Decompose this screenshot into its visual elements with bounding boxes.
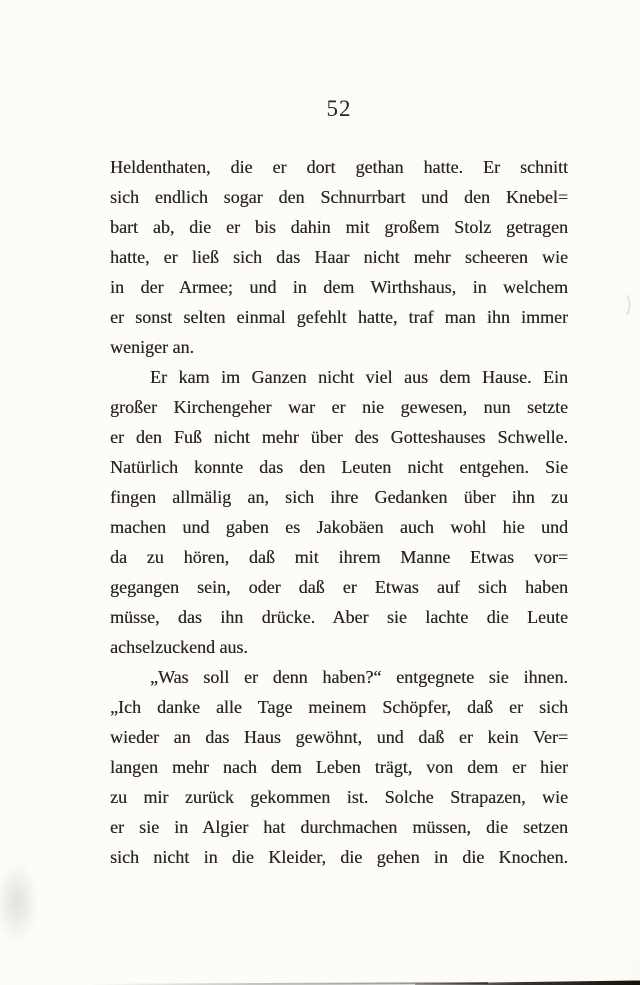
page-number: 52 — [326, 96, 352, 121]
text-line: Er kam im Ganzen nicht viel aus dem Hause. Ein — [150, 367, 568, 387]
text-line: er sonst selten einmal gefehlt hatte, traf man ihn immer — [110, 307, 568, 327]
scan-margin-artifact — [614, 292, 630, 318]
text-line: sich endlich sogar den Schnurrbart und den Knebel= — [110, 187, 568, 207]
text-line: er sie in Algier hat durchmachen müssen, die setzen — [110, 817, 568, 837]
text-line: hatte, er ließ sich das Haar nicht mehr scheeren wie — [110, 247, 568, 267]
text-line: achselzuckend aus. — [110, 637, 248, 657]
text-line: gegangen sein, oder daß er Etwas auf sich haben — [110, 577, 568, 597]
text-line: da zu hören, daß mit ihrem Manne Etwas vor= — [110, 547, 568, 567]
text-line: fingen allmälig an, sich ihre Gedanken über ihn zu — [110, 487, 568, 507]
text-line: „Ich danke alle Tage meinem Schöpfer, daß er sich — [110, 697, 568, 717]
text-line: er den Fuß nicht mehr über des Gotteshauses Schwelle. — [110, 427, 568, 447]
text-line: weniger an. — [110, 337, 194, 357]
text-line: bart ab, die er bis dahin mit großem Stolz getragen — [110, 217, 568, 237]
body-text-block — [110, 152, 568, 872]
text-line: Heldenthaten, die er dort gethan hatte. Er schnitt — [110, 157, 568, 177]
text-line: großer Kirchengeher war er nie gewesen, nun setzte — [110, 397, 568, 417]
text-line: „Was soll er denn haben?“ entgegnete sie ihnen. — [150, 667, 568, 687]
text-line: wieder an das Haus gewöhnt, und daß er kein Ver= — [110, 727, 568, 747]
text-line: müsse, das ihn drücke. Aber sie lachte die Leute — [110, 607, 568, 627]
text-line: zu mir zurück gekommen ist. Solche Strapazen, wie — [110, 787, 568, 807]
text-line: machen und gaben es Jakobäen auch wohl hie und — [110, 517, 568, 537]
text-line: sich nicht in die Kleider, die gehen in die Knochen. — [110, 847, 568, 867]
scan-smudge — [0, 847, 46, 957]
text-line: in der Armee; und in dem Wirthshaus, in welchem — [110, 277, 568, 297]
text-line: langen mehr nach dem Leben trägt, von dem er hier — [110, 757, 568, 777]
text-line: Natürlich konnte das den Leuten nicht entgehen. Sie — [110, 457, 568, 477]
